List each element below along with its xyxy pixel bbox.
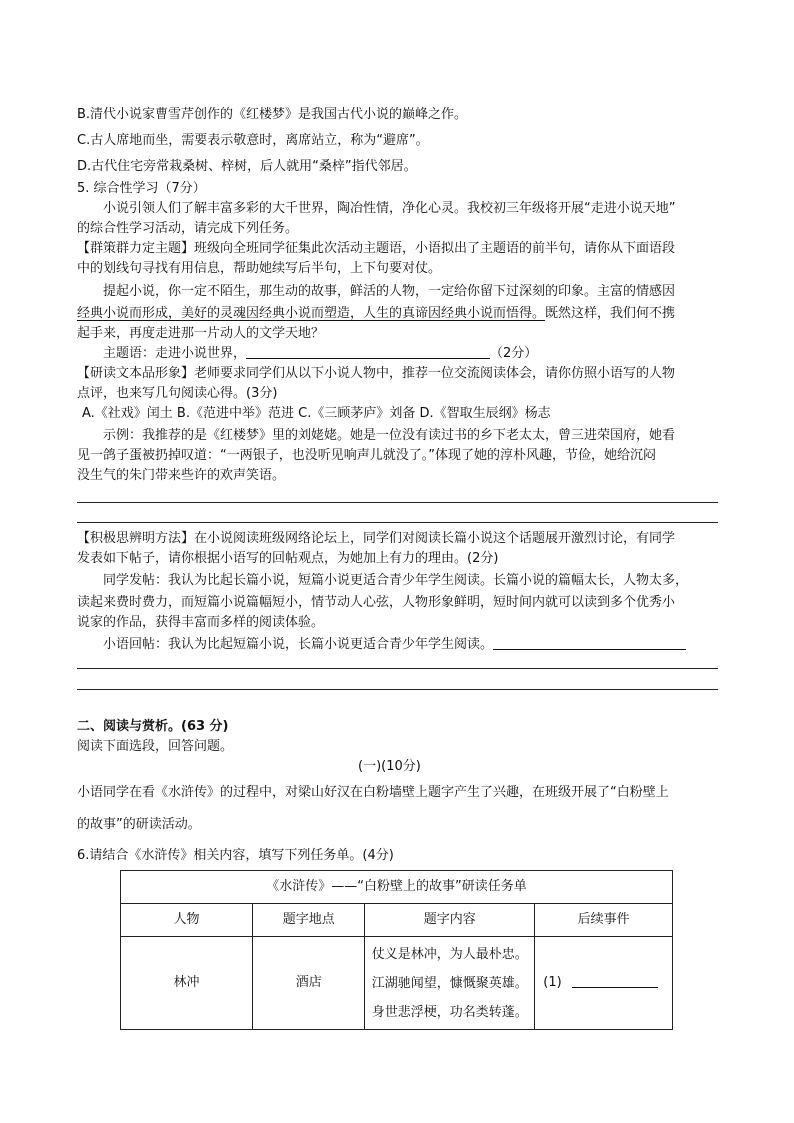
task1-line-2: 中的划线句寻找有用信息，帮助她续写后半句，上下句要对仗。 xyxy=(77,261,442,276)
example-line-1: 示例：我推荐的是《红楼梦》里的刘姥姥。她是一位没有读过书的乡下老太太，曾三进荣国府，她看 xyxy=(103,428,676,443)
option-b: B.清代小说家曹雪芹创作的《红楼梦》是我国古代小说的巅峰之作。 xyxy=(77,107,468,122)
blank-label: (1) xyxy=(543,975,562,990)
theme-answer-blank[interactable] xyxy=(246,344,490,359)
paragraph-line-2-rest: 既然这样，我们何不携 xyxy=(545,306,676,321)
paragraph-line-2 xyxy=(77,303,675,325)
task2-line-1: 【研读文本品形象】老师要求同学们从以下小说人物中，推荐一位交流阅读体会，请你仿照小语写的人物 xyxy=(77,366,676,381)
option-d: D.古代住宅旁常栽桑树、梓树，后人就用“桑梓”指代邻居。 xyxy=(77,159,417,174)
example-line-2: 见一鸽子蛋被扔掉叹道：“一两银子，也没听见响声儿就没了。”体现了她的淳朴风趣，节俭，她给沉闷 xyxy=(77,448,656,463)
underlined-sentence: 经典小说而形成，美好的灵魂因经典小说而塑造，人生的真谛因经典小说而悟得。 xyxy=(77,306,546,321)
q5-intro-1: 小说引领人们了解丰富多彩的大千世界，陶冶性情，净化心灵。我校初三年级将开展“走进小说天地” xyxy=(103,201,676,216)
answer-line[interactable] xyxy=(77,689,718,690)
theme-answer-line xyxy=(103,343,537,365)
table-title: 《水浒传》——“白粉壁上的故事”研读任务单 xyxy=(121,871,673,904)
answer-line[interactable] xyxy=(77,668,718,669)
cell-poem xyxy=(365,937,535,1030)
section-heading: 二、阅读与赏析。(63 分) xyxy=(77,719,229,734)
q5-intro-2: 的综合性学习活动，请完成下列任务。 xyxy=(77,221,299,236)
section-intro-1: 小语同学在看《水浒传》的过程中，对梁山好汉在白粉墙壁上题字产生了兴趣，在班级开展了“白粉壁上 xyxy=(77,785,669,800)
option-c: C.古人席地而坐，需要表示敬意时，离席站立，称为“避席”。 xyxy=(77,133,429,148)
task3-line-1: 【积极思辨明方法】在小说阅读班级网络论坛上，同学们对阅读长篇小说这个话题展开激烈讨论，有同学 xyxy=(77,531,676,546)
task1-line-1: 【群策群力定主题】班级向全班同学征集此次活动主题语，小语拟出了主题语的前半句，请你从下面语段 xyxy=(77,241,676,256)
part-title: (一)(10分) xyxy=(358,759,421,774)
character-options: A.《社戏》闰土 B.《范进中举》范进 C.《三顾茅庐》刘备 D.《智取生辰纲》杨志 xyxy=(82,406,551,421)
header-content: 题字内容 xyxy=(365,904,535,937)
theme-label: 主题语：走进小说世界， xyxy=(103,346,247,361)
task-table xyxy=(120,870,673,1030)
header-person: 人物 xyxy=(121,904,253,937)
cell-person: 林冲 xyxy=(121,937,253,1030)
poem-line: 身世悲浮梗，功名类转蓬。 xyxy=(371,1004,528,1020)
post-line-3: 说家的作品，获得丰富而多样的阅读体验。 xyxy=(77,615,325,630)
task3-line-2: 发表如下帖子，请你根据小语写的回帖观点，为她加上有力的理由。(2分) xyxy=(77,551,499,566)
post-line-1: 同学发帖：我认为比起长篇小说，短篇小说更适合青少年学生阅读。长篇小说的篇幅太长，人物太多， xyxy=(103,573,689,588)
q6-title: 6.请结合《水浒传》相关内容，填写下列任务单。(4分) xyxy=(77,848,394,863)
cell-place: 酒店 xyxy=(253,937,365,1030)
answer-line[interactable] xyxy=(77,522,718,523)
reply-answer-blank[interactable] xyxy=(493,635,686,650)
event-answer-blank[interactable] xyxy=(572,973,658,988)
reply-text: 小语回帖：我认为比起短篇小说，长篇小说更适合青少年学生阅读。 xyxy=(103,637,494,652)
reply-line xyxy=(103,634,686,656)
poem-line: 江湖驰闻望，慷慨聚英雄。 xyxy=(371,975,528,991)
header-event: 后续事件 xyxy=(535,904,673,937)
answer-line[interactable] xyxy=(77,502,718,503)
q5-title: 5. 综合性学习（7分） xyxy=(77,181,206,196)
task2-line-2: 点评，也来写几句阅读心得。(3分) xyxy=(77,386,278,401)
reading-instruction: 阅读下面选段，回答问题。 xyxy=(77,739,234,754)
paragraph-line-1: 提起小说，你一定不陌生，那生动的故事，鲜活的人物，一定给你留下过深刻的印象。主富的情感因 xyxy=(103,284,676,299)
paragraph-line-3: 起手来，再度走进那一片动人的文学天地？ xyxy=(77,326,325,341)
poem-line: 仗义是林冲，为人最朴忠。 xyxy=(371,946,528,962)
example-line-3: 没生气的朱门带来些许的欢声笑语。 xyxy=(77,468,286,483)
header-place: 题字地点 xyxy=(253,904,365,937)
theme-score: （2分） xyxy=(490,346,538,361)
cell-event xyxy=(535,937,673,1030)
section-intro-2: 的故事”的研读活动。 xyxy=(77,817,201,832)
post-line-2: 读起来费时费力，而短篇小说篇幅短小，情节动人心弦，人物形象鲜明，短时间内就可以读到多个优秀小 xyxy=(77,595,676,610)
